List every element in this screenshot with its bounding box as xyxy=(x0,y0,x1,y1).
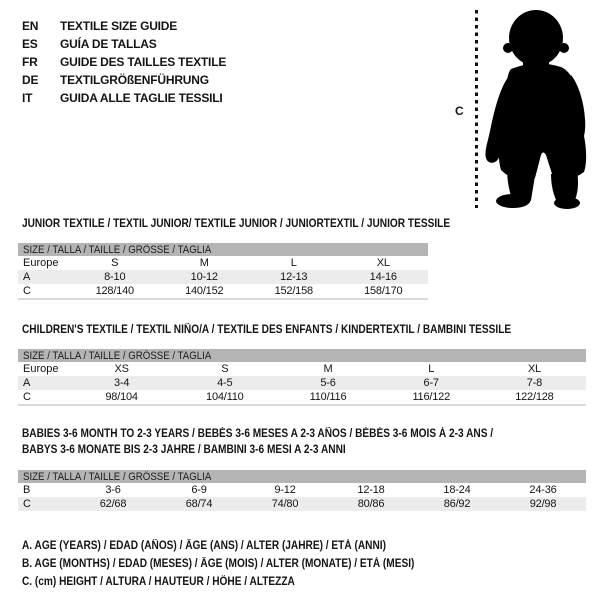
table-row xyxy=(18,497,586,511)
table-cell: 24-36 xyxy=(529,484,557,496)
language-label: TEXTILE SIZE GUIDE xyxy=(60,19,178,33)
table-cell: 14-16 xyxy=(369,271,397,283)
language-label: TEXTILGRÖßENFÜHRUNG xyxy=(60,73,209,87)
table-cell: 6-7 xyxy=(423,377,439,389)
size-header-text: SIZE / TALLA / TAILLE / GRÖSSE / TAGLIA xyxy=(23,349,212,362)
table-cell: 116/122 xyxy=(412,391,450,403)
language-code: IT xyxy=(22,91,33,105)
height-measure-figure xyxy=(448,8,600,210)
table-cell: 86/92 xyxy=(443,498,471,510)
language-code: ES xyxy=(22,37,38,51)
language-list xyxy=(22,17,226,107)
footnote-a xyxy=(22,537,468,555)
table-row xyxy=(18,256,428,270)
row-label: Europe xyxy=(23,363,59,375)
section-title-babies xyxy=(22,426,557,458)
table-row xyxy=(18,390,586,404)
section-title-children xyxy=(22,322,578,338)
table-cell: 62/68 xyxy=(99,498,127,510)
section-title-text: BABIES 3-6 MONTH TO 2-3 YEARS / BEBÉS 3-6 MESES A 2-3 AÑOS / BÉBÉS 3-6 MOIS À 2-3 ANS / xyxy=(22,428,494,440)
size-header-text: SIZE / TALLA / TAILLE / GRÖSSE / TAGLIA xyxy=(23,243,212,256)
table-cell: L xyxy=(290,257,297,269)
table-cell: 68/74 xyxy=(185,498,213,510)
section-title-text: BABYS 3-6 MONATE BIS 2-3 JAHRE / BAMBINI 3-6 MESI A 2-3 ANNI xyxy=(22,444,346,456)
table-cell: M xyxy=(323,363,333,375)
row-label: C xyxy=(23,391,31,403)
table-body xyxy=(18,483,586,511)
size-header-row xyxy=(18,349,586,362)
table-cell: S xyxy=(221,363,229,375)
table-row xyxy=(18,376,586,390)
size-table-babies xyxy=(18,470,586,511)
language-code: DE xyxy=(22,73,39,87)
language-row xyxy=(22,89,226,107)
table-row xyxy=(18,483,586,497)
table-cell: 110/116 xyxy=(309,391,347,403)
table-cell: 12-13 xyxy=(280,271,308,283)
language-row xyxy=(22,71,226,89)
table-cell: S xyxy=(111,257,119,269)
size-header-row xyxy=(18,470,586,483)
section-title-text: CHILDREN'S TEXTILE / TEXTIL NIÑO/A / TEXTILE DES ENFANTS / KINDERTEXTIL / BAMBINI TESSILE xyxy=(22,324,512,336)
footnote-b xyxy=(22,555,468,573)
table-cell: 7-8 xyxy=(526,377,543,389)
table-cell: 9-12 xyxy=(274,484,296,496)
table-cell: 10-12 xyxy=(190,271,218,283)
table-cell: 74/80 xyxy=(271,498,299,510)
language-label: GUIDA ALLE TAGLIE TESSILI xyxy=(60,91,223,105)
table-cell: 18-24 xyxy=(443,484,471,496)
language-label: GUIDE DES TAILLES TEXTILE xyxy=(60,55,227,69)
table-body xyxy=(18,256,428,298)
footnote-text: B. AGE (MONTHS) / EDAD (MESES) / ÂGE (MOIS) / ALTER (MONATE) / ETÀ (MESI) xyxy=(22,558,415,570)
table-cell: 3-4 xyxy=(113,377,130,389)
footnote-text: A. AGE (YEARS) / EDAD (AÑOS) / ÂGE (ANS) / ALTER (JAHRE) / ETÀ (ANNI) xyxy=(22,540,386,552)
language-row xyxy=(22,35,226,53)
table-cell: 80/86 xyxy=(357,498,385,510)
table-cell: 140/152 xyxy=(185,285,224,297)
table-cell: M xyxy=(199,257,209,269)
table-row xyxy=(18,362,586,376)
table-cell: XL xyxy=(527,363,541,375)
toddler-silhouette-icon xyxy=(485,9,600,209)
table-cell: 128/140 xyxy=(95,285,134,297)
language-row xyxy=(22,53,226,71)
size-table-junior xyxy=(18,243,428,300)
language-code: EN xyxy=(22,19,39,33)
table-cell: 6-9 xyxy=(191,484,207,496)
table-cell: 3-6 xyxy=(105,484,121,496)
size-header-row xyxy=(18,243,428,256)
table-cell: 5-6 xyxy=(320,377,336,389)
table-cell: 12-18 xyxy=(357,484,385,496)
section-title-junior xyxy=(22,216,508,232)
table-cell: XS xyxy=(114,363,129,375)
size-header-text: SIZE / TALLA / TAILLE / GRÖSSE / TAGLIA xyxy=(23,470,212,483)
footnote-text: C. (cm) HEIGHT / ALTURA / HAUTEUR / HÖHE / ALTEZZA xyxy=(22,576,295,588)
language-row xyxy=(22,17,226,35)
table-cell: 98/104 xyxy=(105,391,138,403)
table-cell: 8-10 xyxy=(104,271,126,283)
language-label: GUÍA DE TALLAS xyxy=(60,37,157,51)
row-label: C xyxy=(23,285,31,297)
language-code: FR xyxy=(22,55,38,69)
table-cell: 152/158 xyxy=(274,285,313,297)
footnote-c xyxy=(22,573,468,591)
size-table-children xyxy=(18,349,586,406)
table-row xyxy=(18,270,428,284)
table-cell: 158/170 xyxy=(364,285,403,297)
table-row xyxy=(18,284,428,298)
table-cell: 104/110 xyxy=(206,391,244,403)
row-label: A xyxy=(23,377,31,389)
row-label: C xyxy=(23,498,31,510)
table-cell: XL xyxy=(376,257,390,269)
measure-label-c: C xyxy=(455,104,464,118)
table-cell: 122/128 xyxy=(515,391,554,403)
row-label: A xyxy=(23,271,31,283)
footnotes xyxy=(22,537,468,591)
table-cell: 92/98 xyxy=(529,498,557,510)
table-body xyxy=(18,362,586,404)
row-label: Europe xyxy=(23,257,59,269)
section-title-text: JUNIOR TEXTILE / TEXTIL JUNIOR/ TEXTILE JUNIOR / JUNIORTEXTIL / JUNIOR TESSILE xyxy=(22,218,451,230)
table-cell: L xyxy=(428,363,435,375)
height-measure-line xyxy=(475,10,478,208)
row-label: B xyxy=(23,484,31,496)
table-cell: 4-5 xyxy=(217,377,233,389)
